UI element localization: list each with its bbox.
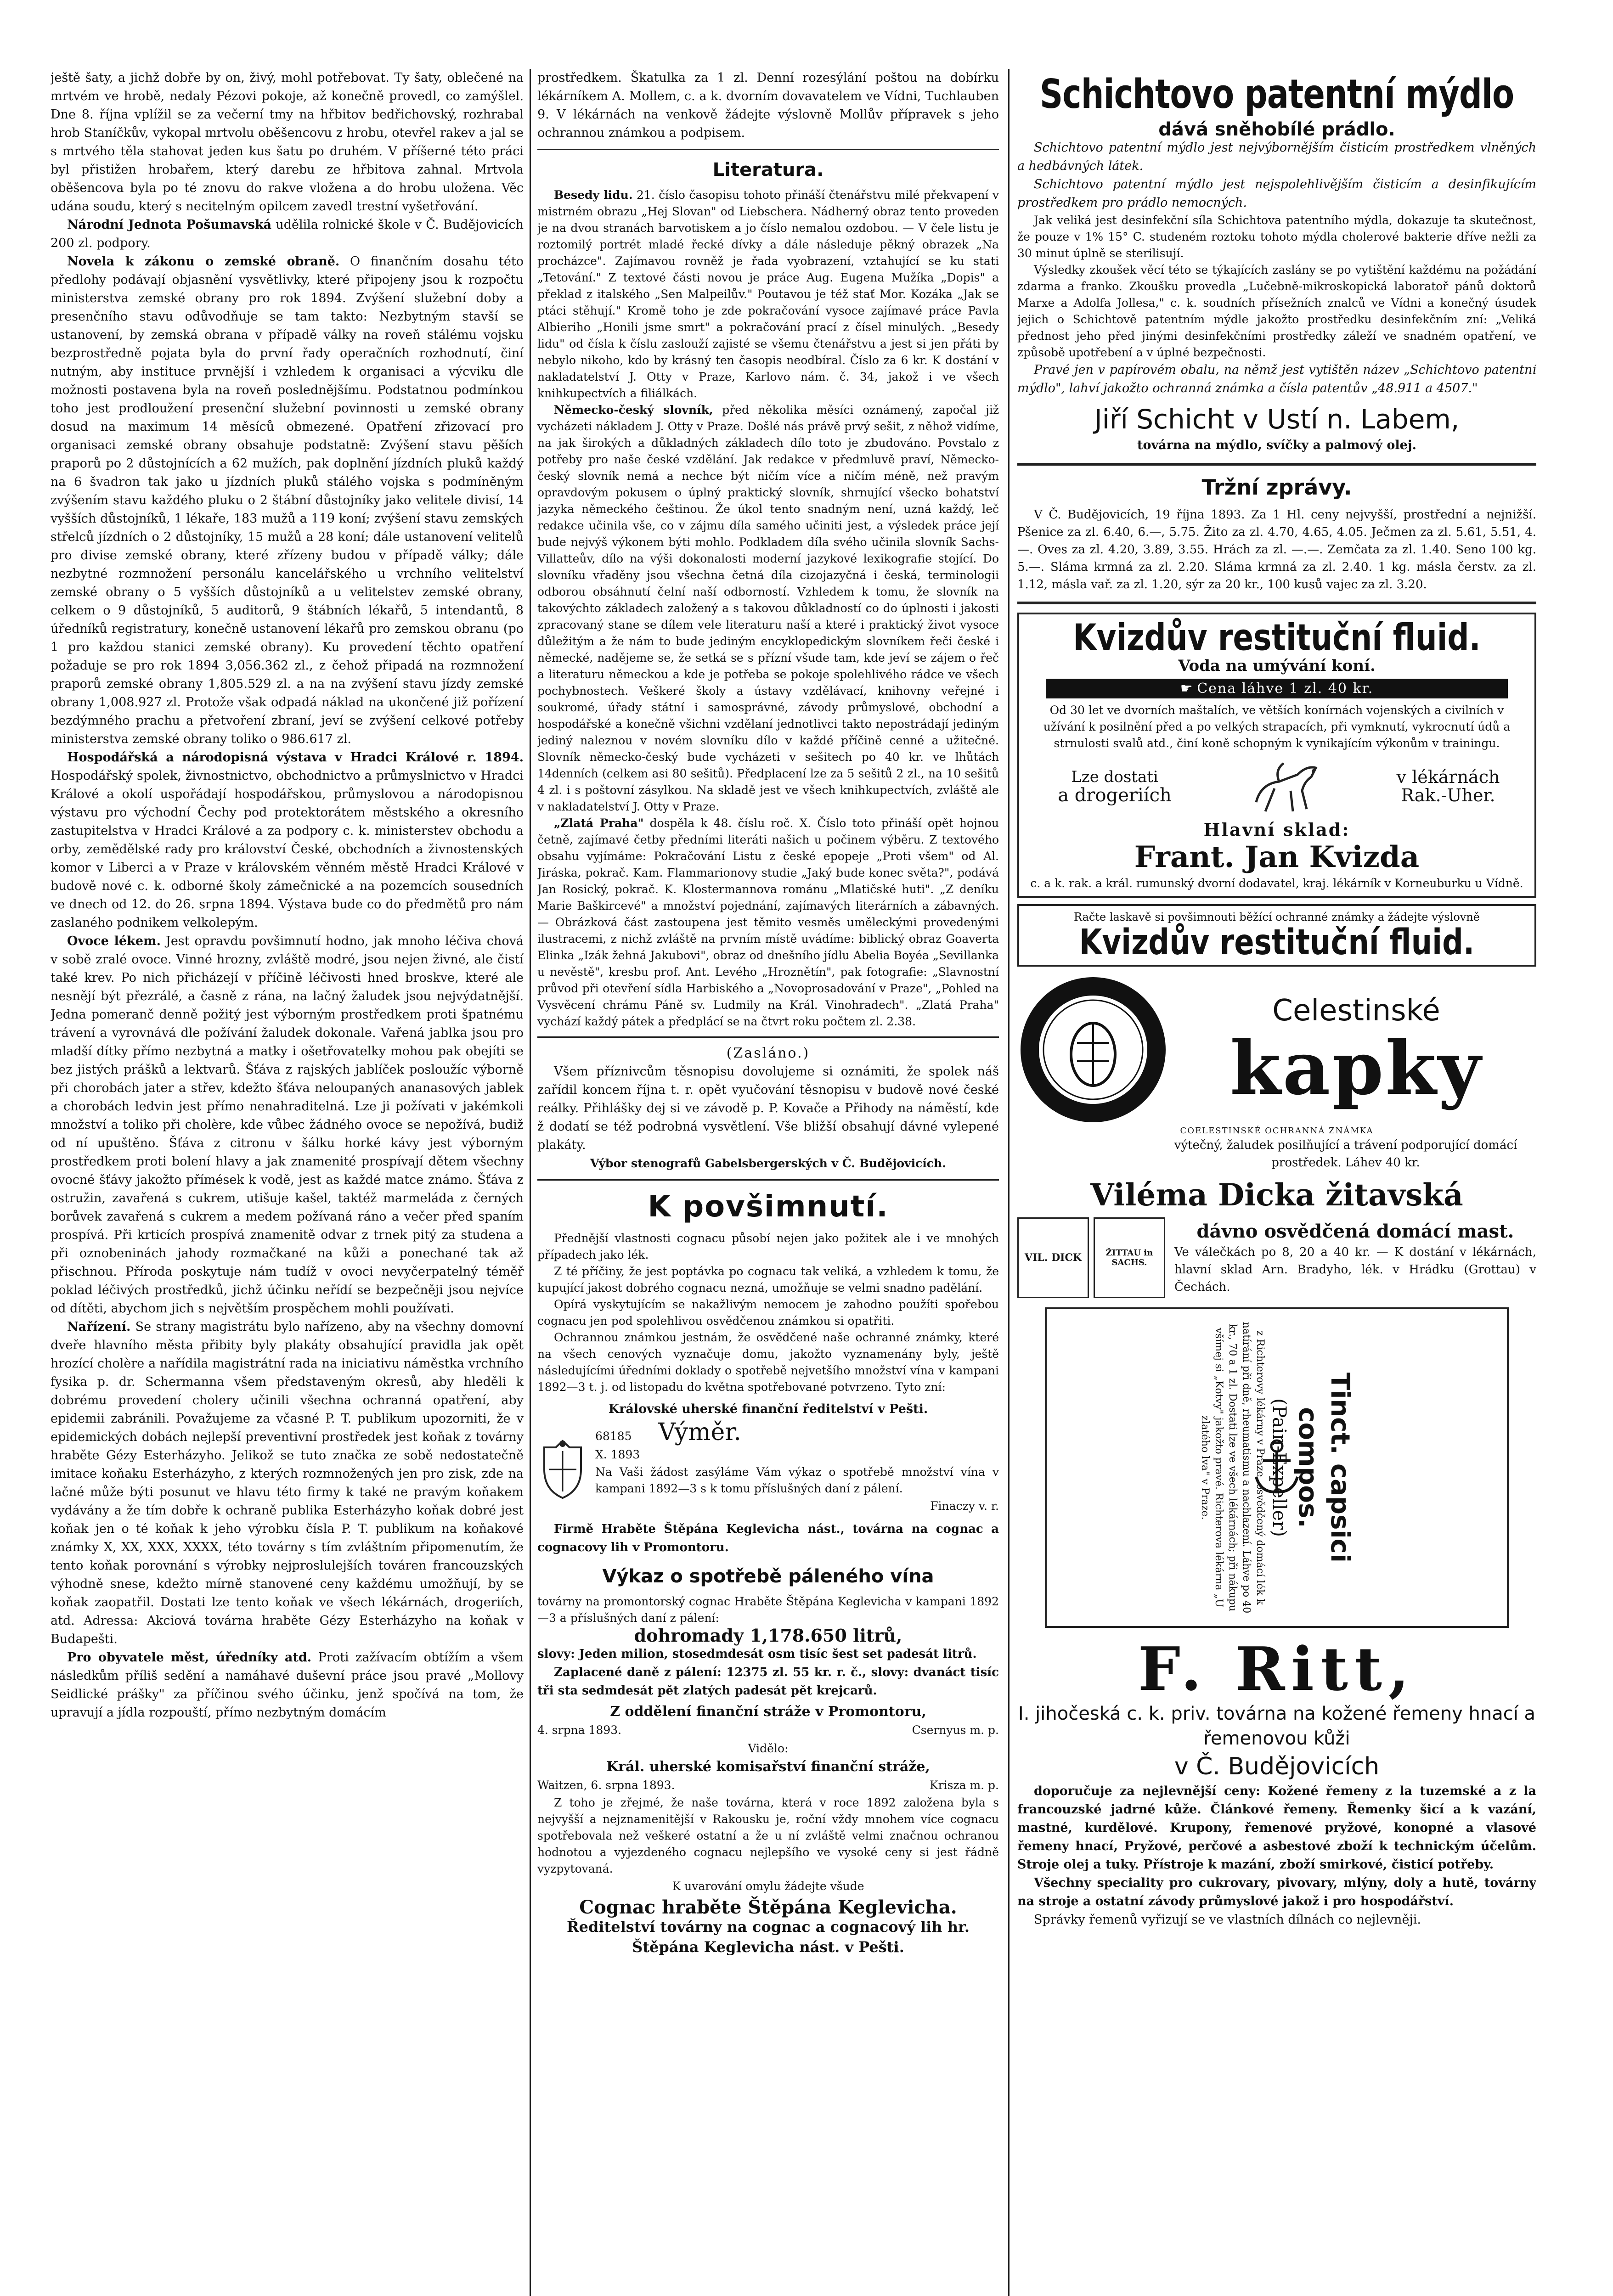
kvizda-text: Od 30 let ve dvorních maštalích, ve větších konírnách vojenských a civilních v užívání k posilnění před a po velkých strapacích, při vymknutí, vykrocnutí údů a strnulosti svalů atd., činí koně schopným k vynikajícím výkonům v trainingu.: [1043, 703, 1511, 750]
vymer-signature: Finaczy v. r.: [930, 1499, 999, 1513]
anchor-icon: [1252, 1438, 1302, 1497]
schicht-text-2: Schichtovo patentní mýdlo jest nejspolehlivějším čisticím a desinfikujícím prostředkem pro prádlo nemocných.: [1017, 177, 1536, 210]
uvarovani-text: K uvarování omylu žádejte všude: [672, 1880, 864, 1893]
reditelstvi-heading: Královské uherské finanční ředitelství v Pešti.: [608, 1402, 928, 1416]
schicht-text-4: Výsledky zkoušek věcí této se týkajících zaslány se po vytištění každému na požádání zdarma a franko. Zkoušku provedla „Lučebně-mikroskopická laboratoř pánů doktorů Marxe a Adolfa Jollesa," c. k. soudních přísežních znalců ve Vídni a konečný úsudek jejich o Schichtově patentním mýdle jakožto prostředku desinfekčním zní: „Veliká přednost jeho před jinými desinfekčními prostředky záleží ve snadném opatření, ve způsobě upotřebení a v úplné bezpečnosti.: [1017, 263, 1536, 359]
vykaz-words: slovy: Jeden milion, stosedmdesát osm tisíc šest set padesát litrů.: [537, 1647, 977, 1661]
kvizda-notice-text: Račte laskavě si povšimnouti běžící ochranné známky a žádejte výslovně: [1073, 911, 1480, 923]
vykaz-heading: Výkaz o spotřebě páleného vína: [602, 1566, 934, 1587]
trzni-heading: Tržní zprávy.: [1201, 475, 1352, 500]
schicht-title: Schichtovo patentní mýdlo: [1039, 70, 1514, 118]
zlata-praha-title: „Zlatá Praha": [554, 816, 644, 830]
celestinske-ad: [1017, 974, 1536, 1125]
tinct-sub: (Pain-Expeller): [1269, 1398, 1290, 1537]
article-obyvatele-text: Proti zažívacím obtížím a všem následkům příliš sedění a namáhavé duševní práce jsou pravé „Mollovy Seidlické prášky" za příčinou svého účinku, jenž spočívá na tom, že upravují a jídla rozpouští, přímo nezbytným domácím: [51, 1650, 524, 1720]
kvizda-notice: [1017, 904, 1536, 967]
article-ovoce-title: Ovoce lékem.: [67, 934, 161, 948]
zlata-praha-text: dospěla k 48. číslu roč. X. Číslo toto přináší opět hojnou četně, zajímavé četby předními literáti našich u počinem výběru. Z textového obsahu vyjímáme: Pokračování Listu z české epopeje „Proti všem" od Al. Jiráska, pokrač. Kam. Flammarionovy studie „Jaký bude konec světa?", podává Jan Rosický, pokrač. K. Klostermannova románu „Mlatičské huti". „Z deníku Marie Baškircevé" a množství pojednání, zajímavých literárních a zábavných. — Obrázková část zastoupena jest těmito vesměs uměleckými provedenými ilustracemi, z nichž zvláště na prvním místě uvádíme: biblický obraz Goaverta Elinka „Izák žehná Jakubovi", obraz od dnešního jídlu Abelia Boyéa „Sevillanka u nevěstě", kresbu prof. Ant. Levého „Hroznětín", pak fotografie: „Slavnostní průvod při otevření sídla Harbiského a „Novoprosadování v Praze", „Pohled na Vysvěcení chrámu Páně sv. Ludmily na Král. Vinohradech". „Zlatá Praha" vychází každý pátek a předplácí se na čtvrt roku počtem zl. 2.38.: [537, 816, 999, 1028]
article-intro: ještě šaty, a jichž dobře by on, živý, mohl potřebovat. Ty šaty, oblečené na mrtvém ve hrobě, nedaly Pézovi pokoje, až konečně provedl, co zamýšlel. Dne 8. října vplížil se za večerní tmy na hřbitov bedřichovský, rozhrabal hrob Staníčkův, vykopal mrtvolu oběšencovu z hrobu, otevřel rakev a jal se s mrtvého těla stahovat jeden kus šatu po druhém. V příšerné této práci byl přistižen hrobařem, který darebu ze hřbitova zahnal. Mrtvola oběšencova byla po té znovu do rakve vložena a do hrobu uložena. Věc udána soudu, který s necitelným opilcem zavedl trestní vyšetřování.: [51, 71, 524, 214]
vilem-title: Viléma Dicka žitavská: [1090, 1177, 1463, 1213]
article-narizeni: [51, 1318, 524, 1649]
slovnik-text: před několika měsíci oznámený, započal již vycházeti nákladem J. Otty v Praze. Došlé nás právě prvý sešit, z něhož vidíme, na jak širokých a důkladných základech dílo toto je zbudováno. Povstalo z potřeby pro naše české vzdělání. Jak redakce v předmluvě praví, Německo-český slovník nemá a nechce být ničím více a ničím méně, než pravým opravdovým pokusem o úplný praktický slovník, shrnující všecko bohatství jazyka německého češtinou. Že úkol tento snadným není, uzná každý, leč redakce učinila vše, co v zájmu díla samého učiniti jest, a výsledek práce její bude nejvýš výkonem býti mohlo. Podkladem díla svého učinila slovník Sachs-Villatteův, dílo na výši dokonalosti moderní jazykové lexikografie stojící. Do slovníku vřaděny jsou všechna četná díla cizojazyčná i česká, terminologii odborou obsáhnutí čelní naší odborností. Vzhledem k tomu, že slovník na takovýchto základech založený a s takovou důkladností co do úplnosti i jakosti zpracovaný stane se dílem vele literaturu naší a které i praktický život vysoce důležitým a že nám to bude jediným encyklopedickým slovníkem řeči české i německé, nadějeme se, že setká se s přízní všude tam, kde jeví se zájem o řeč a literaturu německou a kde je potřeba se pokoje spolehlivého rádce ve všech pochybnostech. Veškeré školy a ústavy vzdělávací, knihovny veřejné i soukromé, úřady státní i samosprávné, závody průmyslové, obchodní a hospodářské a konečně všichni vzdělaní jednotlivci takto nepostrádají jediným jediný naleznou v novém slovníku dílo v každé příčině cenné a užitečné. Slovník německo-český bude vycházeti v sešitech po 40 kr. ve lhůtách 14denních (celkem asi 80 sešitů). Předplacení lze za 5 sešitů 2 zl., na 10 sešitů 4 zl. i s poštovní zásylkou. Na skladě jest ve všech knihkupectvích, zvláště ale v nakladatelství J. Otty v Praze.: [537, 403, 999, 813]
videlo-label: Vidělo:: [748, 1742, 789, 1755]
divider: [537, 1179, 999, 1181]
article-obyvatele-title: Pro obyvatele měst, úředníky atd.: [67, 1650, 312, 1665]
schicht-text-1: Schichtovo patentní mýdlo jest nejvýbornějším čisticím prostředkem vlněných a hedbávných látek.: [1017, 141, 1536, 173]
vymer-block: [537, 1418, 999, 1515]
article-novela-text: O finančním dosahu této předlohy podávají objasnění vysvětlivky, které připojeny jsou k rozpočtu ministerstva zemské obrany pro rok 1894. Zvýšení služební doby a presenčního stavu odůvodňuje se tam takto: Nezbytným stavší se ustanovení, by zemská obrana v případě války na roveň stálému vojsku bezprostředně pojata byla do první řady operačních rozhodnutí, činí nutným, aby instituce prvnější i vzhledem k organisaci a výcviku dle možnosti postavena byla na roveň poslednějšímu. Podstatnou podmínkou toho jest prodloužení presenční služební povinnosti u zemské obrany dosud na maximum 14 měsíců obmezené. Opatření zřizovací pro organisaci zemské obrany obsahuje podstatně: Zvýšení stavu pěších praporů po 2 důstojnících a 62 mužích, pak doplnění jízdních pluků každý na 6 švadron tak jako u jízdních pluků stálého vojska s podmíněným zvýšením stavu každého pluku o 2 štábní důstojníky jako velitele divisí, 14 vyšších důstojníků, 1 lékaře, 183 mužů a 119 koní; zvýšení stavu zemských střelců jízdních o 2 důstojníky, 15 mužů a 28 koní; dále ustanovení velitelů pro divise zemské obrany, které zřízeny budou v případě války; dále nezbytné rozmnožení personálu kancelářského u vrchního velitelství zemské obrany o 5 vyšších důstojníků a u velitelstev zemské obrany, celkem o 9 důstojníků, 5 auditorů, 9 štábních lékařů, 5 intendantů, 8 úředníků registratury, konečně ustanovení lékařů pro zemskou obranu (po 1 pro každou stanici zemské obrany). Ku provedení těchto opatření požaduje se pro rok 1894 3,056.362 zl., z čehož připadá na rozmnožení praporů zemské obrany 1,805.529 zl. a na na zvýšení stavu jízdy zemské obrany 1,008.927 zl. Protože však odpadá náklad na ukončené již pořízení bezdýmného prachu a přetvoření zbraní, jeví se zvýšení celkové potřeby ministerstva zemské obrany toliko o 986.617 zl.: [51, 254, 524, 746]
article-obyvatele: [51, 1649, 524, 1722]
schicht-firm-sub: továrna na mýdlo, svíčky a palmový olej.: [1137, 438, 1416, 452]
ritt-title: F. Ritt,: [1138, 1634, 1416, 1704]
article-novela: [51, 253, 524, 748]
vilem-box-left: [1017, 1217, 1089, 1298]
vymer-number: 68185: [595, 1429, 632, 1443]
kvizda-firm: Frant. Jan Kvizda: [1134, 840, 1420, 874]
vymer-date: X. 1893: [595, 1448, 640, 1461]
ritt-text: doporučuje za nejlevnější ceny: Kožené řemeny z la tuzemské a z la francouzské jadrné kůže. Článkové řemeny. Řemenky šicí a k vazání, mastné, kurdělové. Krupony, řemenové pryžové, konopné a vlasové řemeny hnací, Pryžové, perčové a asbestové zboží k technickým účelům. Stroje olej a tuky. Přístroje k mazání, zboží smirkové, čisticí potřeby.: [1017, 1784, 1536, 1872]
column-rule-left: [530, 69, 531, 2296]
article-ovoce-text: Jest opravdu povšimnutí hodno, jak mnoho léčiva chová v sobě zralé ovoce. Vinné hrozny, zvláště modré, jsou nejen živné, ale čistí také krev. Po nich přicházejí v příčině léčivosti hned broskve, které ale nesnějí být přezrálé, a časně z rána, na lačný žaludek jsou nejvýdatnější. Jedna pomeranč denně požitý jest výborným prostředkem proti špatnému trávení a vyrovnává dle požívání žaludek dokonale. Vařená jablka jsou pro mladší dítky přímo nezbytná a matky i ošetřovatelky mohou pak obejíti se bez jistých prášků a lektvarů. Šťáva z rajských jablíček posloužíc výborně při chorobách jater a střev, kdežto šťáva neloupaných ananasových jablek a chorobách ledvin jest přímo nenahraditelná. Lze ji požívati v jakémkoli množství a toliko při cholère, kde vůbec žádného ovoce se nepožívá, budiž od ní upuštěno. Šťáva z citronu v šálku horké kávy jest výborným prostředkem proti bolení hlavy a jak znamenité prospívají dětem všechny ovocné šťávy jakožto přímések k vodě, jest as každé matce známo. Šťáva z ostružin, zavařená s cukrem, utišuje kašel, taktéž marmeláda z černých borůvek zavařená s cukrem a medem požívaná ráno a večer před spaním prospívá. Při krticích prospívá znamenitě odvar z trnek pitý za studena a při oznobeninách jahody rozmačkané na kůži a ponechané tak až přischnou. Příroda poskytuje nám tudíž v ovoci nevyčerpatelný téměř poklad léčivých prostředků, jichž účinku neřídí se bezpečněji jsou nejvíce od dítěti, abychom jich s největším prospěchem mohli používati.: [51, 934, 524, 1316]
kvizda-horse-row: [1027, 756, 1526, 816]
pointing-hand-icon: ☛: [1180, 681, 1197, 697]
komisarstvi-signature: Krisza m. p.: [929, 1778, 999, 1792]
kvizda-ad: [1017, 613, 1536, 898]
celestinske-seal-icon: [1017, 974, 1169, 1125]
vilem-sub: dávno osvědčená domácí mast.: [1196, 1221, 1514, 1242]
ritt-text-3: Správky řemenů vyřizují se ve vlastních dílnách co nejlevněji.: [1034, 1913, 1421, 1927]
moll-continuation: prostředkem. Škatulka za 1 zl. Denní rozesýlání poštou na dobírku lékárníkem A. Mollem, c. a k. dvorním dovavatelem ve Vídni, Tuchlauben 9. V lékárnách na venkově žádejte výslovně Mollův přípravek s jeho ochrannou známkou a podpisem.: [537, 71, 999, 140]
article-jednota-title: Národní Jednota Pošumavská: [67, 218, 272, 232]
povsimnuti-text-2: Z té příčiny, že jest poptávka po cognacu tak veliká, a vzhledem k tomu, že kupující jakost dobrého cognacu nezná, umožňuje se velmi snadno padělání.: [537, 1265, 999, 1294]
article-vystava-title: Hospodářská a národopisná výstava v Hradci Králové r. 1894.: [67, 750, 524, 765]
vymer-heading: Výměr.: [658, 1418, 741, 1446]
besedy-lidu-review: [537, 187, 999, 402]
povsimnuti-text-4: Ochrannou známkou jestnám, že osvědčené naše ochranné známky, které na všech cenových vyznačuje domu, jakožto vyznamenány byly, ještě následujícími úředními doklady o spotřebě nejvetšího množství vína v kampani 1892—3 t. j. od listopadu do května spotřebované potvrzeno. Tyto zní:: [537, 1331, 999, 1394]
article-vystava: [51, 748, 524, 932]
zaslano-signature: Výbor stenografů Gabelsbergerských v Č. Budějovicích.: [590, 1157, 946, 1170]
povsimnuti-text-3: Opírá vyskytujícím se nakažlivým nemocem je zahodno použíti spořebou cognacu jen pod spolehlivou osvědčenou známkou si opatřiti.: [537, 1298, 999, 1328]
ritt-city: v Č. Budějovicích: [1174, 1753, 1380, 1780]
vilem-box-left-text: VIL. DICK: [1024, 1252, 1082, 1264]
kvizda-hlavni-sklad: Hlavní sklad:: [1203, 819, 1350, 840]
cognac-brand: Cognac hraběte Štěpána Keglevicha.: [579, 1896, 957, 1918]
horse-icon: [1247, 756, 1325, 816]
schicht-text-3: Jak veliká jest desinfekční síla Schichtova patentního mýdla, dokazuje ta skutečnost, že pouze v 1% 15° C. studeném roztoku tohoto mýdla cholerové bakterie dříve nežli za 30 minut úplně se sterilisují.: [1017, 214, 1536, 260]
divider: [537, 149, 999, 150]
vilem-box-right: [1094, 1217, 1165, 1298]
kvizda-title: Kvizdův restituční fluid.: [1073, 616, 1481, 659]
vykaz-tax: Zaplacené daně z pálení: 12375 zl. 55 kr. r. č., slovy: dvanáct tisíc tři sta sedmdesát pět zlatých padesát pět krejcarů.: [537, 1666, 999, 1698]
schicht-subtitle: dává sněhobílé prádlo.: [1158, 119, 1395, 140]
column-rule-right: [1008, 69, 1010, 2296]
ritt-line1: I. jihočeská c. k. priv. továrna na kožené řemeny hnací a řemenovou kůži: [1018, 1703, 1536, 1749]
celestinske-sub: výtečný, žaludek posilňující a trávení podporující domácí prostředek. Láhev 40 kr.: [1174, 1138, 1517, 1170]
celestinske-big: kapky: [1229, 1025, 1483, 1111]
oddeleni-date: 4. srpna 1893.: [537, 1723, 622, 1737]
kvizda-firm-sub: c. a k. rak. a král. rumunský dvorní dodavatel, kraj. lékárník v Korneuburku u Vídně.: [1030, 877, 1523, 890]
ritt-text-2: Všechny speciality pro cukrovary, pivovary, mlýny, doly a hutě, továrny na stroje a ostatní závody průmyslové jakož i pro hospodářství.: [1017, 1876, 1536, 1908]
firme-text: Firmě Hraběte Štěpána Keglevicha nást., továrna na cognac a cognacovy lih v Promontoru.: [537, 1522, 999, 1554]
column-1: [51, 69, 524, 2296]
article-narizeni-title: Nařízení.: [67, 1320, 131, 1334]
kvizda-lze: Lze dostati: [1071, 768, 1158, 786]
schicht-firm: Jiří Schicht v Ustí n. Labem,: [1094, 404, 1460, 435]
article-jednota-text: udělila rolnické škole v Č. Budějovicích 200 zl. podpory.: [51, 218, 524, 250]
kvizda-price-bar: [1046, 679, 1508, 698]
besedy-lidu-text: 21. číslo časopisu tohoto přináší čtenářstvu milé překvapení v mistrném obrazu „Hej Slovan" od Liebschera. Nádherný obraz tento proveden je na dvou stranách barvotiskem a jo číslo nemalou ozdobou. — V čele listu je roztomilý portrét mladé řecké dívky a dále následuje pěkný obrazek „Na procházce". Zajímavou rovněž je řada vyobrazení, vztahující se ku stati „Tetování." Z textové části novou je práce Aug. Eugena Mužíka „Dopis" a překlad z italského „Sen Malpeilův." Poutavou je též stať Mor. Kozáka „Jak se ptáci stěhují." Kromě toho je zde pokračování vysoce zajímavé práce Pavla Albieriho „Honili jsme smrt" a pokračování prací z čísel minulých. „Besedy lidu" od čísla k číslu zaslouží zajisté se všemu čtenářstvu a jest si jen přáti by nebylo nikoho, kdo by krásný ten časopis neodbíral. Číslo za 6 kr. K dostání v nakladatelství J. Otty v Praze, Karlovo nám. č. 34, jakož i ve všech knihkupectvích a filiálkách.: [537, 188, 999, 400]
kvizda-lekarny: v lékárnách: [1396, 767, 1500, 787]
celestinske-title: Celestinské: [1272, 994, 1440, 1028]
divider: [1017, 602, 1536, 604]
literatura-heading: Literatura.: [712, 159, 824, 180]
slovnik-review: [537, 402, 999, 815]
slovnik-title: Německo-český slovník,: [554, 403, 713, 416]
kvizda-price: Cena láhve 1 zl. 40 kr.: [1197, 681, 1374, 697]
kvizda-rak-uher: Rak.-Uher.: [1401, 785, 1495, 805]
divider: [537, 1036, 999, 1038]
kvizda-drogerie: a drogeriích: [1058, 785, 1172, 806]
zaslano-text: Všem příznivcům těsnopisu dovolujeme si oznámiti, že spolek náš zařídil koncem října t. r. opět vyučování těsnopisu v budově nové české reálky. Přihlášky dej si ve závodě p. P. Kovače a Přihody na náměstí, kde ž dodatí se též podrobná vysvětlení. Vše bližší obsahují dávné vylepené plakáty.: [537, 1064, 999, 1152]
reditelstvi-tovarny: Ředitelství továrny na cognac a cognacový lih hr. Štěpána Keglevicha nást. v Pešti.: [566, 1918, 970, 1956]
zaslano-label: (Zasláno.): [726, 1045, 810, 1061]
povsimnuti-heading: K povšimnutí.: [648, 1190, 889, 1224]
komisarstvi-date: Waitzen, 6. srpna 1893.: [537, 1778, 675, 1792]
povsimnuti-text-1: Přednější vlastnosti cognacu působí nejen jako požitek ale i ve mnohých případech jako lék.: [537, 1232, 999, 1261]
coat-of-arms-icon: [537, 1437, 588, 1502]
komisarstvi-heading: Král. uherské komisařství finanční stráže,: [606, 1759, 930, 1775]
article-jednota: [51, 216, 524, 253]
zlata-praha-review: [537, 815, 999, 1030]
komisarstvi-text: Z toho je zřejmé, že naše továrna, která v roce 1892 založena byla s nejvyšší a nejznamenitější v Rakousku je, roční vždy mnohem více cognacu spotřebovala než veškeré ostatní a že u ní zvláště velmi značnou ochranou hodnotou a vyjezdeného cognacu nejlepšího ve vysoké ceny si jest řádně vyzpytovaná.: [537, 1796, 999, 1875]
kvizda-title-2: Kvizdův restituční fluid.: [1079, 922, 1475, 963]
vykaz-sub: továrny na promontorský cognac Hraběte Štěpána Keglevicha v kampani 1892—3 a příslušných daní z pálení:: [537, 1595, 999, 1625]
kvizda-subtitle: Voda na umývání koní.: [1178, 657, 1376, 675]
tinct-capsici-ad: [1045, 1307, 1509, 1628]
vilem-text: Ve válečkách po 8, 20 a 40 kr. — K dostání v lékárnách, hlavní sklad Arn. Bradyho, lék. v Hrádku (Grottau) v Čechách.: [1174, 1245, 1536, 1294]
oddeleni-heading: Z oddělení finanční stráže v Promontoru,: [610, 1704, 926, 1720]
article-ovoce: [51, 932, 524, 1318]
vykaz-total: dohromady 1,178.650 litrů,: [634, 1625, 902, 1646]
column-2: [537, 69, 999, 2296]
article-vystava-text: Hospodářský spolek, živnostnictvo, obchodnictvo a průmyslnictvo v Hradci Králové a okolí uspořádají hospodářskou, průmyslovou a národopisnou výstavu pro východní Čechy pod protektorátem městského a okresního zastupitelstva v Hradci Králové a za podpory c. k. ministerstev obchodu a orby, zemědělské rady pro království České, obchodních a živnostenských komor v Liberci a v Praze v královském věnném městě Hradci Králové v budově nové c. k. odborné školy zámečnické a na pozemcích sousedních ve dnech od 12. do 26. srpna 1894. Výstava bude co do předmětů pro nám zaslaného podnikem velkolepým.: [51, 769, 524, 930]
column-3: [1017, 69, 1536, 2296]
divider: [1017, 463, 1536, 466]
celestinske-seal-text: COELESTINSKÉ OCHRANNÁ ZNÁMKA: [1180, 1126, 1374, 1136]
besedy-lidu-title: Besedy lidu.: [554, 188, 633, 202]
vilem-row: [1017, 1217, 1536, 1298]
vilem-box-right-text: ŽITTAU in SACHS.: [1105, 1248, 1153, 1267]
trzni-text: V Č. Budějovicích, 19 října 1893. Za 1 Hl. ceny nejvyšší, prostřední a nejnižší. Pšenice za zl. 6.40, 6.—, 5.75. Žito za zl. 4.70, 4.65, 4.05. Ječmen za zl. 5.61, 5.51, 4.—. Oves za zl. 4.20, 3.89, 3.55. Hrách za zl. —.—. Zemčata za zl. 1.40. Seno 100 kg. 5.—. Sláma krmná za zl. 2.20. Sláma krmná za zl. 2.40. 1 kg. másla čerstv. za zl. 1.12, másla vař. za zl. 1.20, sýr za 20 kr., 100 kusů vajec za zl. 3.20.: [1017, 508, 1536, 591]
article-novela-title: Novela k zákonu o zemské obraně.: [67, 254, 340, 269]
tinct-title: Tinct. capsici compos.: [1293, 1373, 1355, 1563]
schicht-text-5: Pravé jen v papírovém obalu, na němž jest vytištěn název „Schichtovo patentní mýdlo", lahví jakožto ochranná známka a čísla patentův „48.911 a 4507.": [1017, 363, 1536, 395]
article-narizeni-text: Se strany magistrátu bylo nařízeno, aby na všechny domovní dveře hlavního města přibity byly plakáty obsahující pravidla jak opět hrozící cholère a nařídila magistrátní rada na iniciativu náměstka vrchního fysika p. dr. Schermanna všem představeným okresů, aby hleděli k dobrému provedení cholery učinili všechna ochranná opatření, aby epidemii zabránili. Považujeme za včasné P. T. publikum upozorniti, že v epidemických dobách nejlepší preventivní prostředek jest koňak z továrny hraběte Gézy Esterházyho. Jelikož se tuto značka ze sobě nedostatečně imitace koňaku Esterházyho, z kterých rozmnožených jen pro zisk, zde na lačné může býti posunut ve hlavu této firmy k také ne pravým koňakem vydávány a že tím dobře k ochraně publika Esterházyho koňak dobré jest koňak jen o té koňak k jeho výrobku čísla P. T. publikum na koňakové známky X, XX, XXX, XXXX, této továrny s tím zvláštním připomenutím, že tento koňak porovnání s výrobky nejproslulejších továren francouzských výhodně snese, kdežto mírně stanovené ceny každému umožňují, by se koňak zaopatřil. Dostati lze tento koňak ve všech lékárnách, drogeriích, atd. Adressa: Akciová továrna hraběte Gézy Esterházyho na koňak v Budapešti.: [51, 1320, 524, 1646]
vymer-text: Na Vaši žádost zasýláme Vám výkaz o spotřebě množství vína v kampani 1892—3 s k tomu příslušných daní z pálení.: [595, 1465, 999, 1495]
vilem-boxes: [1017, 1217, 1165, 1298]
oddeleni-signature: Csernyus m. p.: [912, 1723, 999, 1737]
tinct-text: z Richterovy lékárny v Praze, osvědčený domácí lék k natírání při dně, rheumatismu a nachlazení. Láhve po 40 kr., 70 a 1 zl. Dostati lze ve všech lékárnách; při nákupu všímej si „Kotvy" jakožto pravé. Richterova lékárna „U zlatého lva" v Praze.: [1199, 1322, 1266, 1614]
